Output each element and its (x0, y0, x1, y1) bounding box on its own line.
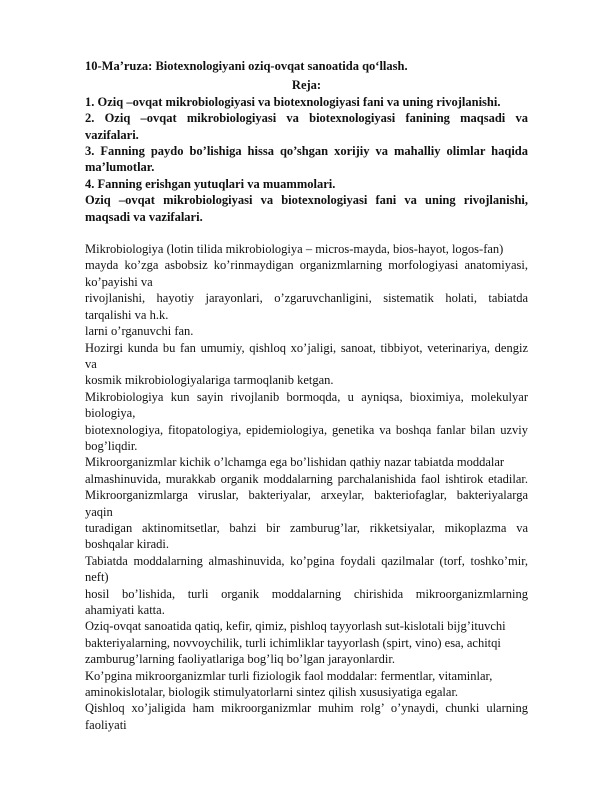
body-line: va (85, 356, 97, 371)
body-line: biotexnologiya, fitopatologiya, epidemiologiya, genetika va boshqa fanlar bilan uzviy (85, 422, 528, 437)
body-line: larni o’rganuvchi fan. (85, 324, 194, 339)
paragraph-spacer (85, 225, 528, 241)
body-line: hosil bo’lishida, turli organik moddalarning chirishida mikroorganizmlarning (85, 586, 528, 601)
body-line: biologiya, (85, 406, 136, 421)
section-heading: Oziq –ovqat mikrobiologiyasi va biotexnologiyasi fani va uning rivojlanishi, maqsadi va vazifalari. (85, 193, 528, 224)
plan-list (85, 94, 528, 192)
body-line: Qishloq xo’jaligida ham mikroorganizmlar muhim rolg’ o’ynaydi, chunki ularning (85, 701, 528, 716)
document-page (85, 58, 528, 733)
body-line: Mikroorganizmlarga viruslar, bakteriyalar, arxeylar, bakteriofaglar, bakteriyalarga (85, 488, 528, 503)
body-line: ahamiyati katta. (85, 603, 165, 617)
plan-item: 3. Fanning paydo bo’lishiga hissa qo’shgan xorijiy va mahalliy olimlar haqida ma’lumotlar. (85, 144, 528, 175)
document-title: 10-Ma’ruza: Biotexnologiyani oziq-ovqat sanoatida qo‘llash. (85, 59, 408, 73)
body-line: bakteriyalarning, novvoychilik, turli ichimliklar tayyorlash (spirt, vino) esa, achitqi (85, 635, 501, 650)
body-line: bog’liqdir. (85, 438, 138, 453)
body-line: Mikroorganizmlar kichik o’lchamga ega bo’lishidan qathiy nazar tabiatda moddalar (85, 455, 505, 470)
body-line: Hozirgi kunda bu fan umumiy, qishloq xo’jaligi, sanoat, tibbiyot, veterinariya, dengiz (85, 340, 528, 355)
body-line: aminokislotalar, biologik stimulyatorlarni sintez qilish xususiyatiga egalar. (85, 685, 459, 700)
body-line: zamburug’larning faoliyatlariga bog’liq bo’lgan jarayonlardir. (85, 652, 395, 667)
body-line: boshqalar kiradi. (85, 537, 170, 552)
body-line: Tabiatda moddalarning almashinuvida, ko’pgina foydali qazilmalar (torf, toshko’mir, (85, 553, 528, 568)
body-line: Oziq-ovqat sanoatida qatiq, kefir, qimiz, pishloq tayyorlash sut-kislotali bijg’ituvchi (85, 619, 506, 634)
body-line: ko’payishi va (85, 274, 153, 289)
body-line: tarqalishi va h.k. (85, 307, 169, 322)
body-line: Ko’pgina mikroorganizmlar turli fiziologik faol moddalar: fermentlar, vitaminlar, (85, 668, 493, 683)
body-line: rivojlanishi, hayotiy jarayonlari, o’zgaruvchanligini, sistematik holati, tabiatda (85, 291, 528, 306)
body-line: kosmik mikrobiologiyalariga tarmoqlanib ketgan. (85, 373, 334, 388)
body-text (85, 241, 528, 733)
body-line: mayda ko’zga asbobsiz ko’rinmaydigan organizmlarning morfologiyasi anatomiyasi, (85, 258, 528, 273)
plan-item: 4. Fanning erishgan yutuqlari va muammolari. (85, 176, 336, 191)
body-line: Mikrobiologiya kun sayin rivojlanib bormoqda, u ayniqsa, bioximiya, molekulyar (85, 389, 528, 404)
body-line: yaqin (85, 504, 113, 519)
body-line: Mikrobiologiya (lotin tilida mikrobiologiya – micros-mayda, bios-hayot, logos-fan) (85, 242, 504, 257)
body-line: faoliyati (85, 717, 127, 732)
plan-heading: Reja: (291, 78, 322, 93)
body-line: turadigan aktinomitsetlar, bahzi bir zamburug’lar, rikketsiyalar, mikoplazma va (85, 520, 528, 535)
body-line: neft) (85, 570, 109, 585)
body-line: almashinuvida, murakkab organik moddalarning parchalanishida faol ishtirok etadilar. (85, 471, 528, 486)
plan-item: 2. Oziq –ovqat mikrobiologiyasi va biotexnologiyasi fanining maqsadi va vazifalari. (85, 111, 528, 142)
plan-item: 1. Oziq –ovqat mikrobiologiyasi va biotexnologiyasi fani va uning rivojlanishi. (85, 94, 501, 109)
